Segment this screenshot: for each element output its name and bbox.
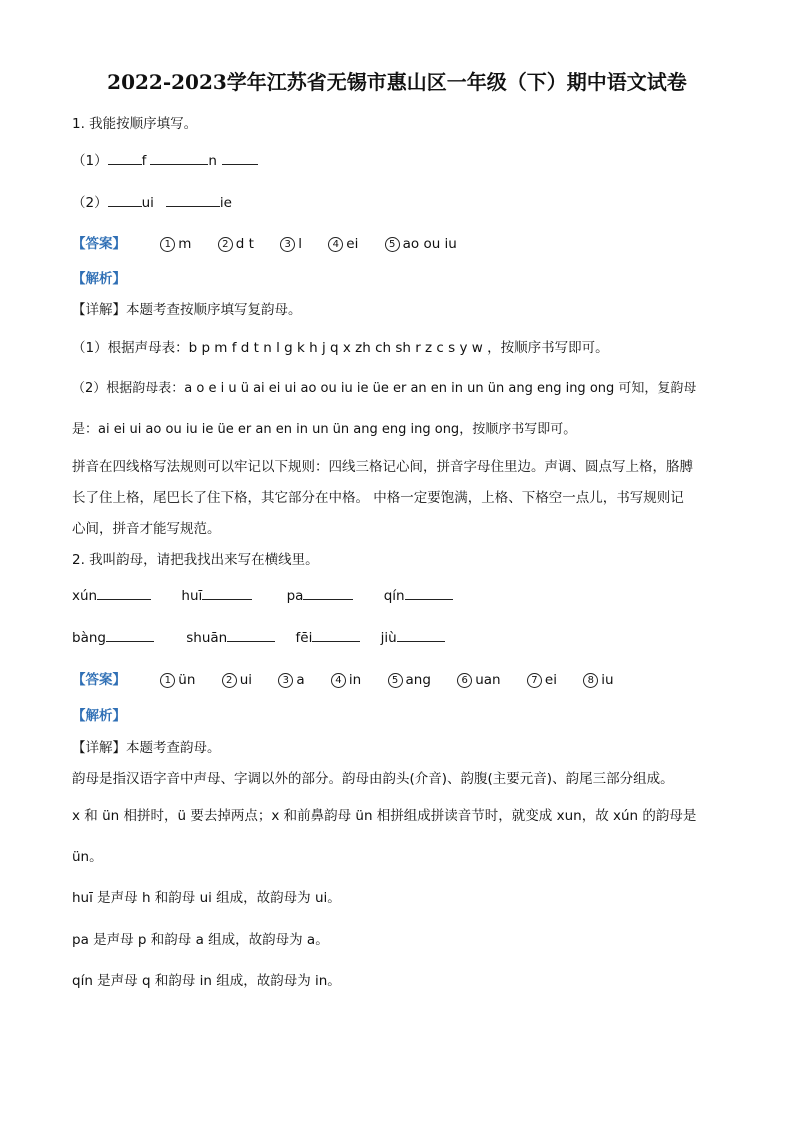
q2-explain-2b: ün。 <box>72 849 103 865</box>
answer-text: uan <box>475 672 501 688</box>
circled-number: 1 <box>160 237 175 252</box>
answer-item <box>222 672 252 688</box>
answer-text: ei <box>346 236 359 252</box>
q2-row-1 <box>72 586 453 604</box>
answer-item <box>218 236 254 252</box>
q1-part1-label: （1） <box>72 153 108 169</box>
answer-tag: 【答案】 <box>72 672 126 688</box>
answer-text: ang <box>405 672 431 688</box>
answer-item <box>388 672 431 688</box>
answer-text: in <box>348 672 362 688</box>
q1-part2-letter-b: ie <box>219 195 232 211</box>
detail-text: 本题考查按顺序填写复韵母。 <box>126 302 302 318</box>
answer-text: ao ou iu <box>402 236 457 252</box>
answer-text: ün <box>178 672 196 688</box>
q2-stem: 2. 我叫韵母，请把我找出来写在横线里。 <box>72 552 319 568</box>
circled-number: 5 <box>385 237 400 252</box>
blank[interactable] <box>202 586 252 600</box>
pinyin-syllable: shuān <box>186 630 228 646</box>
q2-explain-5: qín 是声母 q 和韵母 in 组成，故韵母为 in。 <box>72 973 341 989</box>
blank[interactable] <box>303 586 353 600</box>
q1-part1-letter-a: f <box>141 153 147 169</box>
circled-number: 7 <box>527 673 542 688</box>
answer-tag: 【答案】 <box>72 236 126 252</box>
blank[interactable] <box>222 151 258 165</box>
detail-tag: 【详解】 <box>72 740 126 756</box>
answer-text: d t <box>235 236 254 252</box>
answer-item <box>385 236 457 252</box>
pinyin-syllable: xún <box>72 588 98 604</box>
blank[interactable] <box>405 586 453 600</box>
q2-answer-line <box>72 668 614 688</box>
q1-part2 <box>72 191 232 211</box>
q1-explain-2a: （2）根据韵母表：a o e i u ü ai ei ui ao ou iu ie üe er an en in un ün ang eng ing ong 可知，复韵母 <box>72 381 697 396</box>
q1-part1 <box>72 149 258 169</box>
answer-text: m <box>178 236 192 252</box>
analysis-tag: 【解析】 <box>72 708 126 724</box>
analysis-tag: 【解析】 <box>72 271 126 287</box>
q2-explain-2a: x 和 ün 相拼时，ü 要去掉两点；x 和前鼻韵母 ün 相拼组成拼读音节时，就变成 xun，故 xún 的韵母是 <box>72 808 697 824</box>
answer-item <box>280 236 302 252</box>
q1-explain-1: （1）根据声母表：b p m f d t n l g k h j q x zh ch sh r z c s y w ，按顺序书写即可。 <box>72 340 609 356</box>
blank[interactable] <box>108 193 142 207</box>
pinyin-syllable: huī <box>181 588 203 604</box>
blank[interactable] <box>106 628 154 642</box>
circled-number: 4 <box>328 237 343 252</box>
circled-number: 5 <box>388 673 403 688</box>
circled-number: 1 <box>160 673 175 688</box>
q1-rule-3: 心间，拼音才能写规范。 <box>72 521 221 537</box>
blank[interactable] <box>97 586 151 600</box>
detail-text: 本题考查韵母。 <box>126 740 221 756</box>
q2-row-2 <box>72 628 445 646</box>
q1-part2-letter-a: ui <box>141 195 154 211</box>
pinyin-syllable: qín <box>383 588 405 604</box>
pinyin-syllable: fēi <box>295 630 313 646</box>
blank[interactable] <box>397 628 445 642</box>
q1-rule-1: 拼音在四线格写法规则可以牢记以下规则：四线三格记心间，拼音字母住里边。声调、圆点写上格，胳膊 <box>72 459 693 475</box>
circled-number: 2 <box>222 673 237 688</box>
q2-detail <box>72 736 221 756</box>
q1-explain-2b: 是：ai ei ui ao ou iu ie üe er an en in un ün ang eng ing ong，按顺序书写即可。 <box>72 422 577 437</box>
answer-item <box>457 672 500 688</box>
answer-text: ei <box>544 672 557 688</box>
q1-stem: 1. 我能按顺序填写。 <box>72 116 198 132</box>
circled-number: 3 <box>278 673 293 688</box>
answer-text: a <box>296 672 305 688</box>
blank[interactable] <box>166 193 220 207</box>
q1-detail <box>72 298 302 318</box>
answer-item <box>160 672 195 688</box>
answer-item <box>583 672 613 688</box>
q1-part2-label: （2） <box>72 195 108 211</box>
q1-rule-2: 长了住上格，尾巴长了住下格，其它部分在中格。 中格一定要饱满，上格、下格空一点儿，书写规则记 <box>72 490 684 506</box>
answer-item <box>278 672 304 688</box>
circled-number: 4 <box>331 673 346 688</box>
circled-number: 2 <box>218 237 233 252</box>
answer-item <box>328 236 358 252</box>
q1-answer-line <box>72 232 457 252</box>
q2-explain-1: 韵母是指汉语字音中声母、字调以外的部分。韵母由韵头(介音)、韵腹(主要元音)、韵尾三部分组成。 <box>72 771 674 787</box>
answer-item <box>331 672 361 688</box>
blank[interactable] <box>312 628 360 642</box>
circled-number: 6 <box>457 673 472 688</box>
answer-item <box>160 236 191 252</box>
answer-text: l <box>298 236 302 252</box>
page-title: 2022-2023学年江苏省无锡市惠山区一年级（下）期中语文试卷 <box>107 70 687 94</box>
detail-tag: 【详解】 <box>72 302 126 318</box>
q2-explain-4: pa 是声母 p 和韵母 a 组成，故韵母为 a。 <box>72 932 329 948</box>
answer-text: iu <box>601 672 614 688</box>
blank[interactable] <box>150 151 208 165</box>
pinyin-syllable: bàng <box>72 630 106 646</box>
blank[interactable] <box>108 151 142 165</box>
answer-text: ui <box>239 672 253 688</box>
blank[interactable] <box>227 628 275 642</box>
q1-part1-letter-b: n <box>208 153 217 169</box>
q2-explain-3: huī 是声母 h 和韵母 ui 组成，故韵母为 ui。 <box>72 890 341 906</box>
answer-item <box>527 672 557 688</box>
circled-number: 3 <box>280 237 295 252</box>
pinyin-syllable: pa <box>286 588 304 604</box>
circled-number: 8 <box>583 673 598 688</box>
pinyin-syllable: jiù <box>380 630 397 646</box>
